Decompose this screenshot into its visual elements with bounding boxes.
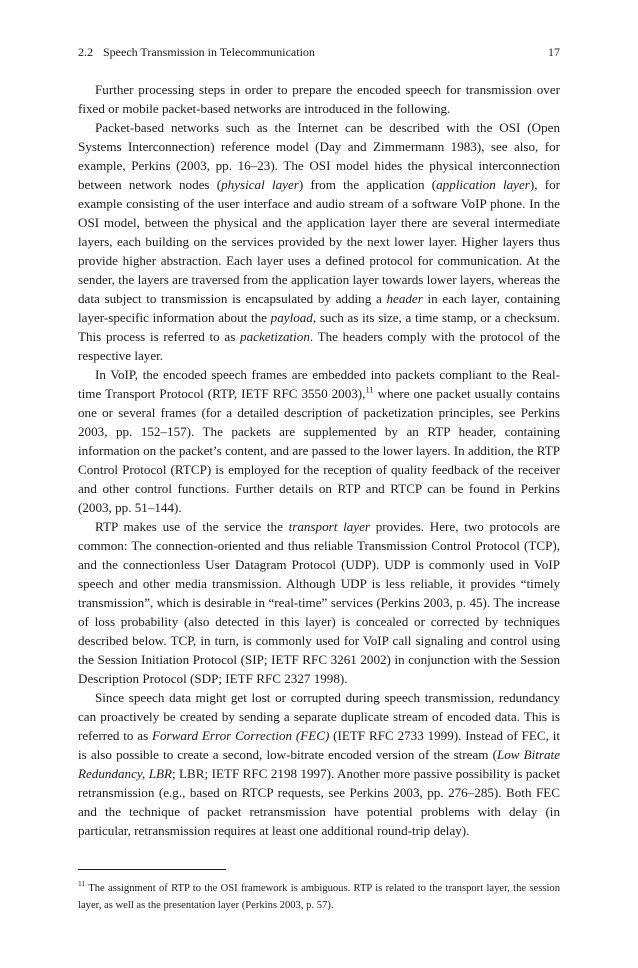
page-number: 17 [548,45,560,59]
section-title: Speech Transmission in Telecommunication [103,45,315,59]
paragraph-5-text-e: ; LBR; IETF RFC 2198 1997). Another more passive possibility is packet retransmission (e.g., based on RTCP requests, see Perkins 2003, pp. 276–285). Both FEC and the technique of packet retransmission have potential problems with delay (in particular, retransmission requires at least one additional round-trip delay). [78,766,560,838]
paragraph-1-text: Further processing steps in order to prepare the encoded speech for transmission over fixed or mobile packet-based networks are introduced in the following. [78,82,560,116]
paragraph-4-text-a: RTP makes use of the service the [95,519,289,534]
paragraph-2 [78,118,560,365]
running-head [78,44,560,60]
body-text [78,80,560,840]
section-number: 2.2 [78,45,93,59]
term-payload: payload [270,310,313,325]
paragraph-2-text-i: , such as its size, a time stamp, or a checksum. This process is referred to as [78,310,560,344]
page [78,44,560,914]
paragraph-2-text-e: ), for example consisting of the user interface and audio stream of a software VoIP phone. In the OSI model, between the physical and the application layer there are several intermediate layers, each building on the services provided by the next lower layer. Higher layers thus provide higher abstraction. Each layer uses a defined protocol for communication. At the sender, the layers are traversed from the application layer towards lower layers, whereas the data subject to transmission is encapsulated by adding a [78,177,561,306]
footnote-text: The assignment of RTP to the OSI framework is ambiguous. RTP is related to the transport layer, the session layer, as well as the presentation layer (Perkins 2003, p. 57). [78,883,560,911]
footnote-number: 11 [78,879,86,889]
paragraph-5 [78,688,560,840]
paragraph-2-text-a: Packet-based networks such as the Internet can be described with the OSI (Open Systems Interconnection) reference model (Day and Zimmermann 1983), see also, for example, Perkins (2003, pp. 16–23). The OSI model hides the physical interconnection between network nodes ( [78,120,560,192]
term-physical-layer: physical layer [221,177,299,192]
paragraph-2-text-g: in each layer, containing layer-specific information about the [78,291,560,325]
term-packetization: packetization [240,329,310,344]
term-header: header [386,291,423,306]
footnote [78,880,560,914]
paragraph-3-text-b: where one packet usually contains one or several frames (for a detailed description of packetization principles, see Perkins 2003, pp. 152–157). The packets are supplemented by an RTP header, containing information on the packet’s content, and are passed to the lower layers. In addition, the RTP Control Protocol (RTCP) is employed for the reception of quality feedback of the receiver and other control functions. Further details on RTP and RTCP can be found in Perkins (2003, pp. 51–144). [78,386,560,515]
paragraph-3-text-a: In VoIP, the encoded speech frames are embedded into packets compliant to the Real-time Transport Protocol (RTP, IETF RFC 3550 2003), [78,367,560,401]
footnote-divider [78,869,226,870]
paragraph-5-text-a: Since speech data might get lost or corrupted during speech transmission, redundancy can proactively be created by sending a separate duplicate stream of encoded data. This is referred to as [78,690,560,743]
term-transport-layer: transport layer [288,519,370,534]
term-lbr: Low Bitrate Redundancy, LBR [78,747,561,781]
footnote-reference[interactable]: 11 [365,384,374,395]
paragraph-4-text-c: provides. Here, two protocols are common: The connection-oriented and thus reliable Transmission Control Protocol (TCP), and the connectionless User Datagram Protocol (UDP). UDP is commonly used in VoIP speech and other media transmission. Although UDP is less reliable, it provides “timely transmission”, which is desirable in “real-time” services (Perkins 2003, p. 45). The increase of loss probability (also detected in this layer) is concealed or corrected by techniques described below. TCP, in turn, is commonly used for VoIP call signaling and control using the Session Initiation Protocol (SIP; IETF RFC 3261 2002) in conjunction with the Session Description Protocol (SDP; IETF RFC 2327 1998). [78,519,560,686]
paragraph-5-text-c: (IETF RFC 2733 1999). Instead of FEC, it is also possible to create a second, low-bitrate encoded version of the stream ( [78,728,560,762]
running-head-section [78,44,315,60]
paragraph-2-text-k: . The headers comply with the protocol of the respective layer. [78,329,561,363]
term-application-layer: application layer [436,177,530,192]
paragraph-2-text-c: ) from the application ( [298,177,437,192]
term-fec: Forward Error Correction (FEC) [152,728,330,743]
paragraph-3 [78,365,560,517]
paragraph-4 [78,517,560,688]
paragraph-1 [78,80,560,118]
